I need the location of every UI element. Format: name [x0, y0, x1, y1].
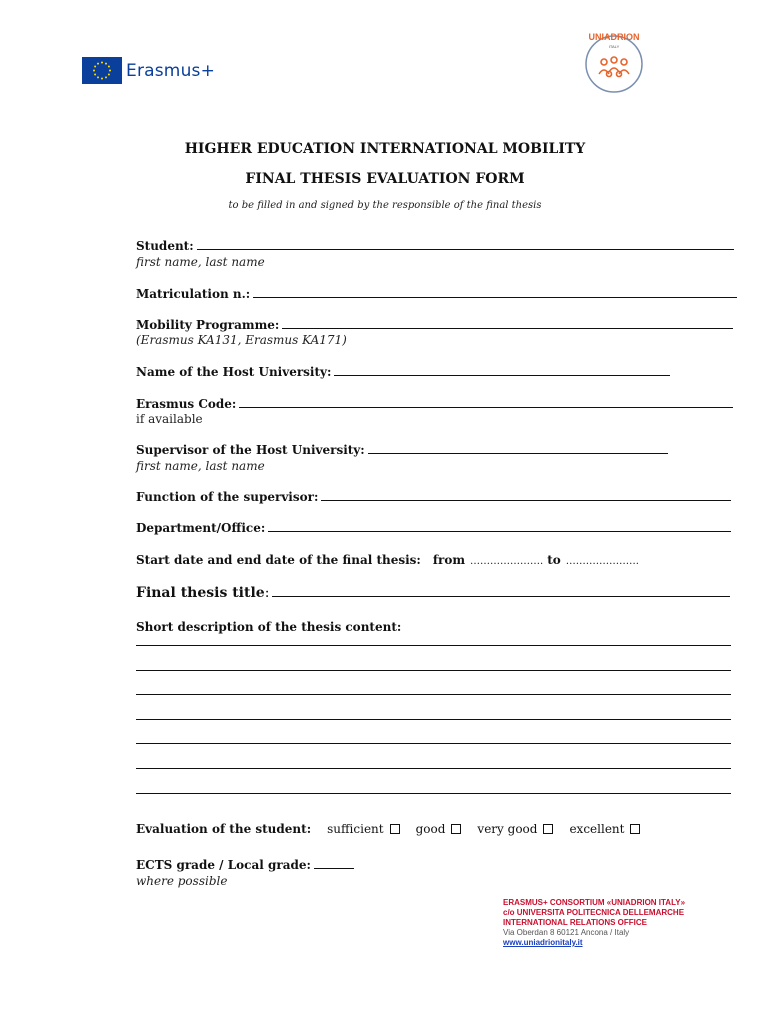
footer-address: Via Oberdan 8 60121 Ancona / Italy: [503, 928, 630, 937]
description-label: Short description of the thesis content:: [136, 620, 402, 634]
evaluation-option-good[interactable]: good: [416, 822, 462, 836]
footer-consortium: ERASMUS+ CONSORTIUM «UNIADRION ITALY»: [503, 898, 686, 907]
ects-label: ECTS grade / Local grade:: [136, 858, 311, 872]
erasmus-logo-text: Erasmus+: [126, 60, 216, 81]
thesis-dates-label: Start date and end date of the final thesis:: [136, 553, 421, 567]
thesis-title-field[interactable]: [272, 586, 730, 597]
student-hint: first name, last name: [136, 255, 265, 269]
description-row: [136, 620, 401, 634]
description-line[interactable]: [136, 645, 731, 646]
uniadrion-logo-text: UNIADRION: [588, 32, 640, 42]
matriculation-field[interactable]: [253, 287, 737, 298]
host-university-label: Name of the Host University:: [136, 365, 332, 379]
student-field[interactable]: [197, 239, 734, 250]
uniadrion-logo: [578, 24, 650, 96]
supervisor-field[interactable]: [368, 443, 668, 454]
department-label: Department/Office:: [136, 521, 266, 535]
supervisor-label: Supervisor of the Host University:: [136, 443, 365, 457]
student-label: Student:: [136, 239, 194, 253]
supervisor-hint: first name, last name: [136, 459, 265, 473]
matriculation-label: Matriculation n.:: [136, 287, 251, 301]
evaluation-row: [136, 822, 640, 836]
form-subtitle: to be filled in and signed by the responsible of the final thesis: [228, 200, 542, 211]
end-date-field[interactable]: ………………….: [565, 556, 639, 567]
start-date-field[interactable]: ………………….: [470, 556, 544, 567]
mobility-programme-field[interactable]: [282, 318, 733, 329]
svg-text:ITALY: ITALY: [608, 44, 620, 49]
evaluation-option-very-good[interactable]: very good: [477, 822, 553, 836]
ects-field[interactable]: [314, 858, 354, 869]
form-heading-mobility: HIGHER EDUCATION INTERNATIONAL MOBILITY: [184, 141, 586, 157]
description-line[interactable]: [136, 670, 731, 671]
form-heading-evaluation: FINAL THESIS EVALUATION FORM: [245, 171, 525, 187]
host-university-field[interactable]: [334, 365, 670, 376]
good-checkbox[interactable]: [451, 824, 461, 834]
supervisor-row: [136, 443, 668, 457]
supervisor-function-row: [136, 490, 731, 504]
description-line[interactable]: [136, 694, 731, 695]
matriculation-row: [136, 287, 737, 301]
thesis-title-row: Final thesis title :: [136, 585, 730, 601]
ects-hint: where possible: [136, 874, 228, 888]
erasmus-plus-logo: [82, 57, 215, 84]
footer-website-link[interactable]: www.uniadrionitaly.it: [503, 938, 583, 947]
evaluation-label: Evaluation of the student:: [136, 822, 312, 836]
mobility-programme-label: Mobility Programme:: [136, 318, 280, 332]
host-university-row: [136, 365, 670, 379]
ects-row: [136, 858, 354, 872]
description-line[interactable]: [136, 719, 731, 720]
dates-to-label: to: [547, 553, 561, 567]
department-field[interactable]: [268, 521, 731, 532]
footer-office: INTERNATIONAL RELATIONS OFFICE: [503, 918, 647, 927]
dates-from-label: from: [432, 553, 466, 567]
evaluation-option-sufficient[interactable]: sufficient: [327, 822, 399, 836]
erasmus-code-row: [136, 397, 733, 411]
erasmus-code-field[interactable]: [239, 397, 733, 408]
footer-university: c/o UNIVERSITA POLITECNICA DELLEMARCHE: [503, 908, 685, 917]
supervisor-function-label: Function of the supervisor:: [136, 490, 319, 504]
erasmus-code-hint: if available: [136, 412, 203, 426]
description-line[interactable]: [136, 743, 731, 744]
student-row: [136, 239, 734, 253]
erasmus-code-label: Erasmus Code:: [136, 397, 237, 411]
eu-flag-icon: [82, 57, 122, 84]
description-line[interactable]: [136, 768, 731, 769]
evaluation-option-excellent[interactable]: excellent: [569, 822, 640, 836]
excellent-checkbox[interactable]: [630, 824, 640, 834]
mobility-programme-hint: (Erasmus KA131, Erasmus KA171): [136, 333, 347, 347]
sufficient-checkbox[interactable]: [390, 824, 400, 834]
supervisor-function-field[interactable]: [321, 490, 731, 501]
very-good-checkbox[interactable]: [543, 824, 553, 834]
thesis-title-label: Final thesis title: [136, 585, 265, 601]
consortium-footer: [503, 898, 685, 948]
department-row: [136, 521, 731, 535]
description-line[interactable]: [136, 793, 731, 794]
thesis-dates-row: [136, 553, 639, 567]
mobility-programme-row: [136, 318, 733, 332]
